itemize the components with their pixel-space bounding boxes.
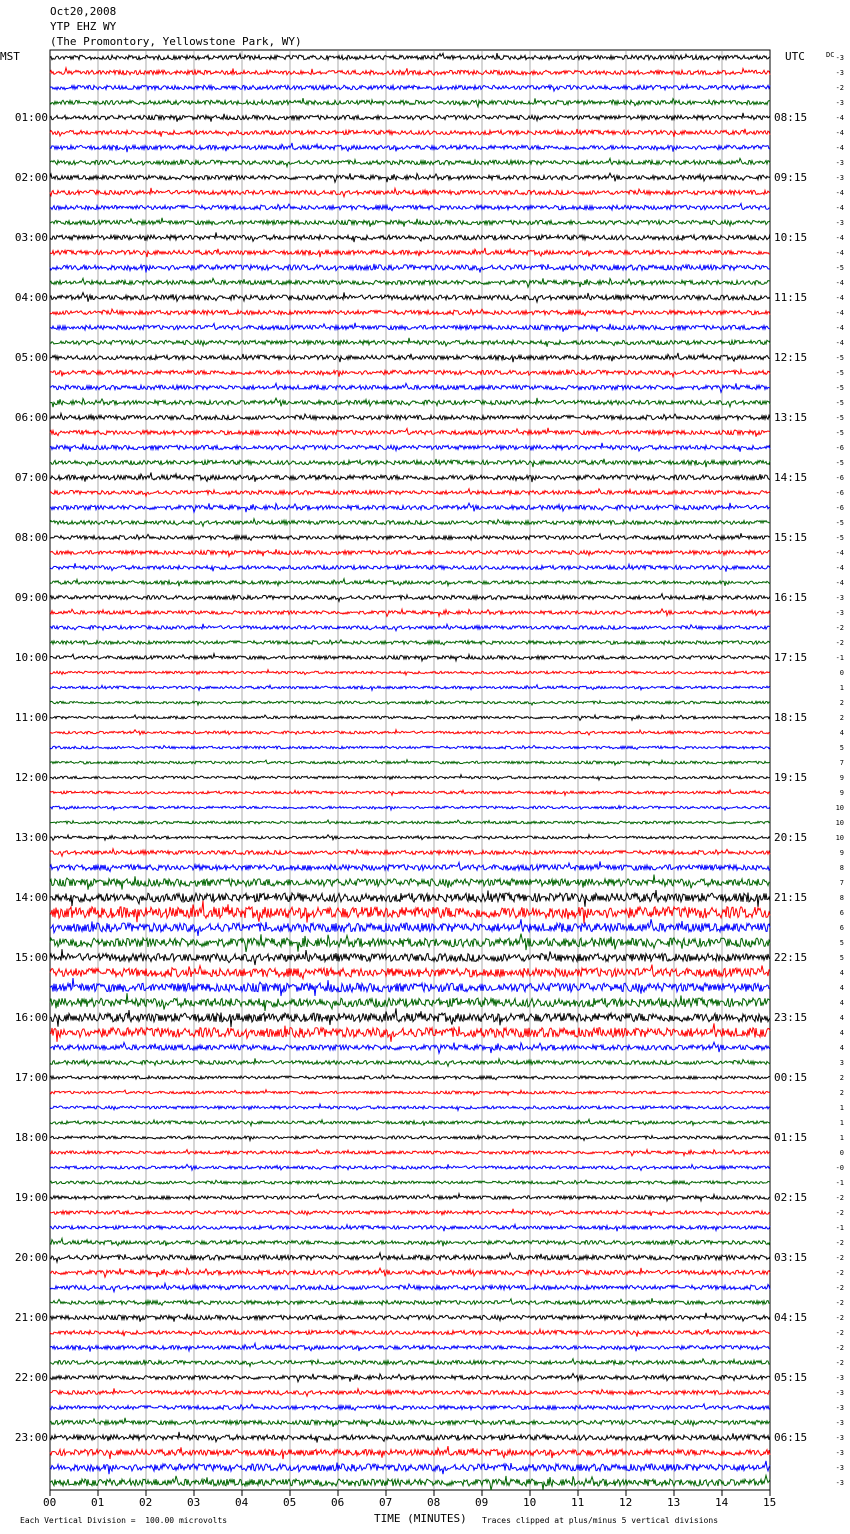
dc-offset-label: 2 xyxy=(839,1088,844,1097)
dc-offset-label: -2 xyxy=(835,83,844,92)
trace-row xyxy=(50,624,770,631)
trace-row xyxy=(50,1164,770,1170)
dc-offset-label: -2 xyxy=(835,1343,844,1352)
station-name: YTP EHZ WY xyxy=(50,20,117,33)
dc-offset-label: 8 xyxy=(839,863,844,872)
left-hour-label: 08:00 xyxy=(14,530,48,544)
left-hour-label: 19:00 xyxy=(14,1190,48,1204)
left-hour-label: 13:00 xyxy=(14,830,48,844)
dc-offset-label: 1 xyxy=(839,683,844,692)
trace-row xyxy=(50,292,770,302)
dc-offset-label: 1 xyxy=(839,1103,844,1112)
left-hour-label: 15:00 xyxy=(14,950,48,964)
right-hour-label: 03:15 xyxy=(774,1250,808,1264)
dc-offset-label: -3 xyxy=(835,68,844,77)
trace-row xyxy=(50,861,770,871)
right-timezone-label: UTC xyxy=(785,50,805,63)
dc-offset-label: 9 xyxy=(839,848,844,857)
left-hour-label: 18:00 xyxy=(14,1130,48,1144)
dc-offset-label: 6 xyxy=(839,923,844,932)
right-hour-label: 12:15 xyxy=(774,350,808,364)
trace-row xyxy=(50,640,770,645)
dc-offset-label: -5 xyxy=(835,383,844,392)
dc-offset-label: -3 xyxy=(835,608,844,617)
dc-offset-label: -4 xyxy=(835,188,844,197)
dc-offset-label: -3 xyxy=(835,1478,844,1487)
trace-row xyxy=(50,264,770,273)
right-hour-label: 08:15 xyxy=(774,110,808,124)
trace-row xyxy=(50,218,770,227)
right-hour-label: 06:15 xyxy=(774,1430,808,1444)
trace-row xyxy=(50,323,770,332)
trace-row xyxy=(50,1475,770,1490)
dc-offset-label: -6 xyxy=(835,443,844,452)
trace-row xyxy=(50,353,770,362)
plot-date: Oct20,2008 xyxy=(50,5,117,18)
trace-row xyxy=(50,428,770,437)
dc-offset-label: 0 xyxy=(839,668,844,677)
trace-row xyxy=(50,98,770,107)
dc-offset-label: -3 xyxy=(835,1373,844,1382)
trace-row xyxy=(50,1313,770,1322)
dc-offset-label: -3 xyxy=(835,593,844,602)
trace-row xyxy=(50,965,770,979)
left-hour-label: 10:00 xyxy=(14,650,48,664)
dc-offset-label: 10 xyxy=(835,833,844,842)
dc-offset-label: 9 xyxy=(839,773,844,782)
left-hour-label: 04:00 xyxy=(14,290,48,304)
dc-offset-label: -4 xyxy=(835,113,844,122)
x-tick-label: 03 xyxy=(187,1496,201,1509)
trace-row xyxy=(50,549,770,556)
trace-row xyxy=(50,1418,770,1427)
dc-offset-label: -4 xyxy=(835,293,844,302)
trace-row xyxy=(50,993,770,1011)
trace-row xyxy=(50,978,770,996)
left-hour-label: 14:00 xyxy=(14,890,48,904)
dc-offset-label: 4 xyxy=(839,728,844,737)
dc-offset-label: -4 xyxy=(835,338,844,347)
trace-row xyxy=(50,901,770,924)
trace-row xyxy=(50,129,770,137)
dc-offset-label: -3 xyxy=(835,98,844,107)
dc-offset-label: 1 xyxy=(839,1118,844,1127)
dc-offset-label: 3 xyxy=(839,1058,844,1067)
trace-row xyxy=(50,685,770,691)
dc-offset-label: -2 xyxy=(835,1313,844,1322)
dc-offset-label: -4 xyxy=(835,548,844,557)
dc-offset-label: -3 xyxy=(835,218,844,227)
dc-offset-label: 4 xyxy=(839,1043,844,1052)
x-tick-label: 15 xyxy=(763,1496,777,1509)
right-hour-label: 14:15 xyxy=(774,470,808,484)
trace-row xyxy=(50,143,770,152)
left-hour-label: 01:00 xyxy=(14,110,48,124)
dc-offset-label: -0 xyxy=(835,1163,844,1172)
dc-offset-label: -3 xyxy=(835,158,844,167)
right-hour-label: 04:15 xyxy=(774,1310,808,1324)
right-hour-label: 22:15 xyxy=(774,950,808,964)
dc-offset-label: -3 xyxy=(835,173,844,182)
trace-row xyxy=(50,232,770,242)
trace-row xyxy=(50,934,770,952)
dc-offset-label: -4 xyxy=(835,248,844,257)
x-tick-label: 14 xyxy=(715,1496,729,1509)
dc-offset-label: -3 xyxy=(835,53,844,62)
trace-row xyxy=(50,835,770,841)
scale-note: Each Vertical Division = 100.00 microvolts xyxy=(20,1516,228,1525)
x-tick-label: 05 xyxy=(283,1496,297,1509)
trace-row xyxy=(50,1075,770,1080)
dc-offset-label: -5 xyxy=(835,398,844,407)
dc-offset-label: 8 xyxy=(839,893,844,902)
trace-row xyxy=(50,1238,770,1246)
trace-row xyxy=(50,1042,770,1053)
trace-row xyxy=(50,1329,770,1337)
right-hour-label: 23:15 xyxy=(774,1010,808,1024)
right-hour-label: 11:15 xyxy=(774,290,808,304)
left-hour-label: 06:00 xyxy=(14,410,48,424)
trace-row xyxy=(50,1058,770,1066)
right-hour-label: 21:15 xyxy=(774,890,808,904)
dc-offset-label: -1 xyxy=(835,1178,844,1187)
trace-row xyxy=(50,806,770,810)
right-hour-label: 05:15 xyxy=(774,1370,808,1384)
right-hour-label: 15:15 xyxy=(774,530,808,544)
trace-row xyxy=(50,1090,770,1095)
right-hour-label: 13:15 xyxy=(774,410,808,424)
dc-offset-label: -4 xyxy=(835,143,844,152)
trace-row xyxy=(50,1432,770,1443)
trace-row xyxy=(50,413,770,419)
trace-row xyxy=(50,701,770,705)
dc-offset-label: 7 xyxy=(839,878,844,887)
dc-offset-label: 7 xyxy=(839,758,844,767)
left-hour-label: 07:00 xyxy=(14,470,48,484)
dc-offset-label: 4 xyxy=(839,998,844,1007)
dc-offset-label: -5 xyxy=(835,368,844,377)
left-hour-label: 03:00 xyxy=(14,230,48,244)
dc-offset-label: -5 xyxy=(835,413,844,422)
dc-offset-label: 5 xyxy=(839,938,844,947)
dc-offset-label: -6 xyxy=(835,503,844,512)
x-tick-label: 07 xyxy=(379,1496,393,1509)
dc-offset-label: 5 xyxy=(839,743,844,752)
trace-row xyxy=(50,173,770,182)
x-tick-label: 02 xyxy=(139,1496,153,1509)
trace-row xyxy=(50,1150,770,1156)
trace-row xyxy=(50,890,770,907)
trace-row xyxy=(50,1194,770,1201)
left-hour-label: 16:00 xyxy=(14,1010,48,1024)
trace-row xyxy=(50,489,770,497)
x-tick-label: 06 xyxy=(331,1496,345,1509)
trace-row xyxy=(50,503,770,512)
dc-offset-label: -5 xyxy=(835,353,844,362)
right-hour-label: 20:15 xyxy=(774,830,808,844)
trace-row xyxy=(50,670,770,675)
x-tick-label: 04 xyxy=(235,1496,249,1509)
dc-offset-label: 2 xyxy=(839,698,844,707)
trace-row xyxy=(50,278,770,287)
trace-row xyxy=(50,533,770,540)
x-tick-label: 13 xyxy=(667,1496,681,1509)
dc-offset-label: -2 xyxy=(835,1208,844,1217)
trace-row xyxy=(50,579,770,587)
trace-row xyxy=(50,158,770,166)
trace-row xyxy=(50,459,770,467)
right-hour-label: 00:15 xyxy=(774,1070,808,1084)
dc-offset-label: -3 xyxy=(835,1403,844,1412)
trace-row xyxy=(50,919,770,936)
x-tick-label: 01 xyxy=(91,1496,105,1509)
trace-row xyxy=(50,1119,770,1126)
trace-row xyxy=(50,1225,770,1232)
trace-row xyxy=(50,53,770,60)
dc-offset-label: -4 xyxy=(835,323,844,332)
dc-offset-label: -4 xyxy=(835,203,844,212)
right-hour-label: 01:15 xyxy=(774,1130,808,1144)
left-hour-label: 22:00 xyxy=(14,1370,48,1384)
dc-offset-label: -2 xyxy=(835,1358,844,1367)
dc-offset-label: 6 xyxy=(839,908,844,917)
dc-offset-label: -5 xyxy=(835,263,844,272)
trace-row xyxy=(50,1180,770,1185)
trace-row xyxy=(50,715,770,720)
x-tick-label: 00 xyxy=(43,1496,57,1509)
dc-offset-label: 10 xyxy=(835,818,844,827)
left-hour-label: 23:00 xyxy=(14,1430,48,1444)
left-hour-label: 11:00 xyxy=(14,710,48,724)
trace-row xyxy=(50,443,770,452)
dc-offset-label: -5 xyxy=(835,518,844,527)
dc-offset-label: -5 xyxy=(835,428,844,437)
trace-row xyxy=(50,760,770,765)
dc-offset-label: 9 xyxy=(839,788,844,797)
trace-row xyxy=(50,1104,770,1110)
trace-row xyxy=(50,85,770,91)
trace-row xyxy=(50,790,770,796)
dc-offset-label: -4 xyxy=(835,278,844,287)
dc-offset-label: 4 xyxy=(839,983,844,992)
dc-offset-label: -2 xyxy=(835,638,844,647)
x-tick-label: 11 xyxy=(571,1496,585,1509)
trace-row xyxy=(50,746,770,750)
left-hour-label: 05:00 xyxy=(14,350,48,364)
trace-row xyxy=(50,1446,770,1459)
dc-offset-label: -4 xyxy=(835,563,844,572)
trace-row xyxy=(50,1388,770,1396)
x-tick-label: 09 xyxy=(475,1496,489,1509)
dc-offset-label: 4 xyxy=(839,968,844,977)
right-hour-label: 09:15 xyxy=(774,170,808,184)
dc-offset-label: -2 xyxy=(835,1238,844,1247)
trace-row xyxy=(50,519,770,526)
trace-row xyxy=(50,309,770,316)
left-hour-label: 02:00 xyxy=(14,170,48,184)
clip-note: Traces clipped at plus/minus 5 vertical divisions xyxy=(482,1516,719,1525)
trace-row xyxy=(50,949,770,965)
trace-row xyxy=(50,248,770,257)
x-tick-label: 08 xyxy=(427,1496,441,1509)
trace-row xyxy=(50,730,770,735)
dc-offset-label: -5 xyxy=(835,533,844,542)
dc-header-label: DC xyxy=(826,51,835,59)
trace-row xyxy=(50,1461,770,1474)
dc-offset-label: -2 xyxy=(835,1328,844,1337)
trace-row xyxy=(50,1209,770,1216)
dc-offset-label: -3 xyxy=(835,1448,844,1457)
trace-row xyxy=(50,113,770,122)
trace-row xyxy=(50,654,770,661)
right-hour-label: 17:15 xyxy=(774,650,808,664)
trace-row xyxy=(50,369,770,376)
trace-row xyxy=(50,820,770,824)
right-hour-label: 16:15 xyxy=(774,590,808,604)
trace-row xyxy=(50,1253,770,1262)
trace-row xyxy=(50,398,770,407)
dc-offset-label: -4 xyxy=(835,578,844,587)
dc-offset-label: -2 xyxy=(835,1298,844,1307)
dc-offset-label: 4 xyxy=(839,1013,844,1022)
dc-offset-label: -2 xyxy=(835,1193,844,1202)
left-timezone-label: MST xyxy=(0,50,20,63)
dc-offset-label: 0 xyxy=(839,1148,844,1157)
left-hour-label: 09:00 xyxy=(14,590,48,604)
dc-offset-label: -3 xyxy=(835,1433,844,1442)
trace-row xyxy=(50,1298,770,1305)
dc-offset-label: -2 xyxy=(835,1283,844,1292)
trace-row xyxy=(50,594,770,602)
trace-row xyxy=(50,204,770,211)
dc-offset-label: -6 xyxy=(835,473,844,482)
dc-offset-label: 10 xyxy=(835,803,844,812)
trace-row xyxy=(50,338,770,347)
dc-offset-label: -4 xyxy=(835,233,844,242)
dc-offset-label: -1 xyxy=(835,653,844,662)
trace-row xyxy=(50,609,770,616)
dc-offset-label: -6 xyxy=(835,488,844,497)
right-hour-label: 19:15 xyxy=(774,770,808,784)
dc-offset-label: -2 xyxy=(835,1253,844,1262)
dc-offset-label: -3 xyxy=(835,1388,844,1397)
trace-row xyxy=(50,1268,770,1277)
left-hour-label: 20:00 xyxy=(14,1250,48,1264)
trace-row xyxy=(50,188,770,197)
dc-offset-label: -3 xyxy=(835,1463,844,1472)
trace-row xyxy=(50,1374,770,1382)
right-hour-label: 18:15 xyxy=(774,710,808,724)
dc-offset-label: -2 xyxy=(835,623,844,632)
left-hour-label: 12:00 xyxy=(14,770,48,784)
trace-row xyxy=(50,473,770,483)
dc-offset-label: -2 xyxy=(835,1268,844,1277)
trace-row xyxy=(50,383,770,392)
x-tick-label: 12 xyxy=(619,1496,633,1509)
station-location: (The Promontory, Yellowstone Park, WY) xyxy=(50,35,302,48)
trace-row xyxy=(50,68,770,76)
trace-row xyxy=(50,1023,770,1041)
trace-row xyxy=(50,1404,770,1410)
trace-row xyxy=(50,1135,770,1140)
dc-offset-label: 2 xyxy=(839,1073,844,1082)
dc-offset-label: 4 xyxy=(839,1028,844,1037)
x-axis-label: TIME (MINUTES) xyxy=(374,1512,467,1525)
right-hour-label: 10:15 xyxy=(774,230,808,244)
right-hour-label: 02:15 xyxy=(774,1190,808,1204)
left-hour-label: 21:00 xyxy=(14,1310,48,1324)
dc-offset-label: -1 xyxy=(835,1223,844,1232)
dc-offset-label: -4 xyxy=(835,128,844,137)
trace-row xyxy=(50,1008,770,1027)
trace-row xyxy=(50,875,770,890)
trace-row xyxy=(50,849,770,856)
trace-row xyxy=(50,1359,770,1367)
x-tick-label: 10 xyxy=(523,1496,537,1509)
trace-row xyxy=(50,1283,770,1291)
dc-offset-label: 1 xyxy=(839,1133,844,1142)
dc-offset-label: 2 xyxy=(839,713,844,722)
trace-row xyxy=(50,563,770,571)
dc-offset-label: -5 xyxy=(835,458,844,467)
dc-offset-label: -3 xyxy=(835,1418,844,1427)
left-hour-label: 17:00 xyxy=(14,1070,48,1084)
dc-offset-label: 5 xyxy=(839,953,844,962)
trace-row xyxy=(50,1343,770,1351)
dc-offset-label: -4 xyxy=(835,308,844,317)
trace-row xyxy=(50,775,770,780)
